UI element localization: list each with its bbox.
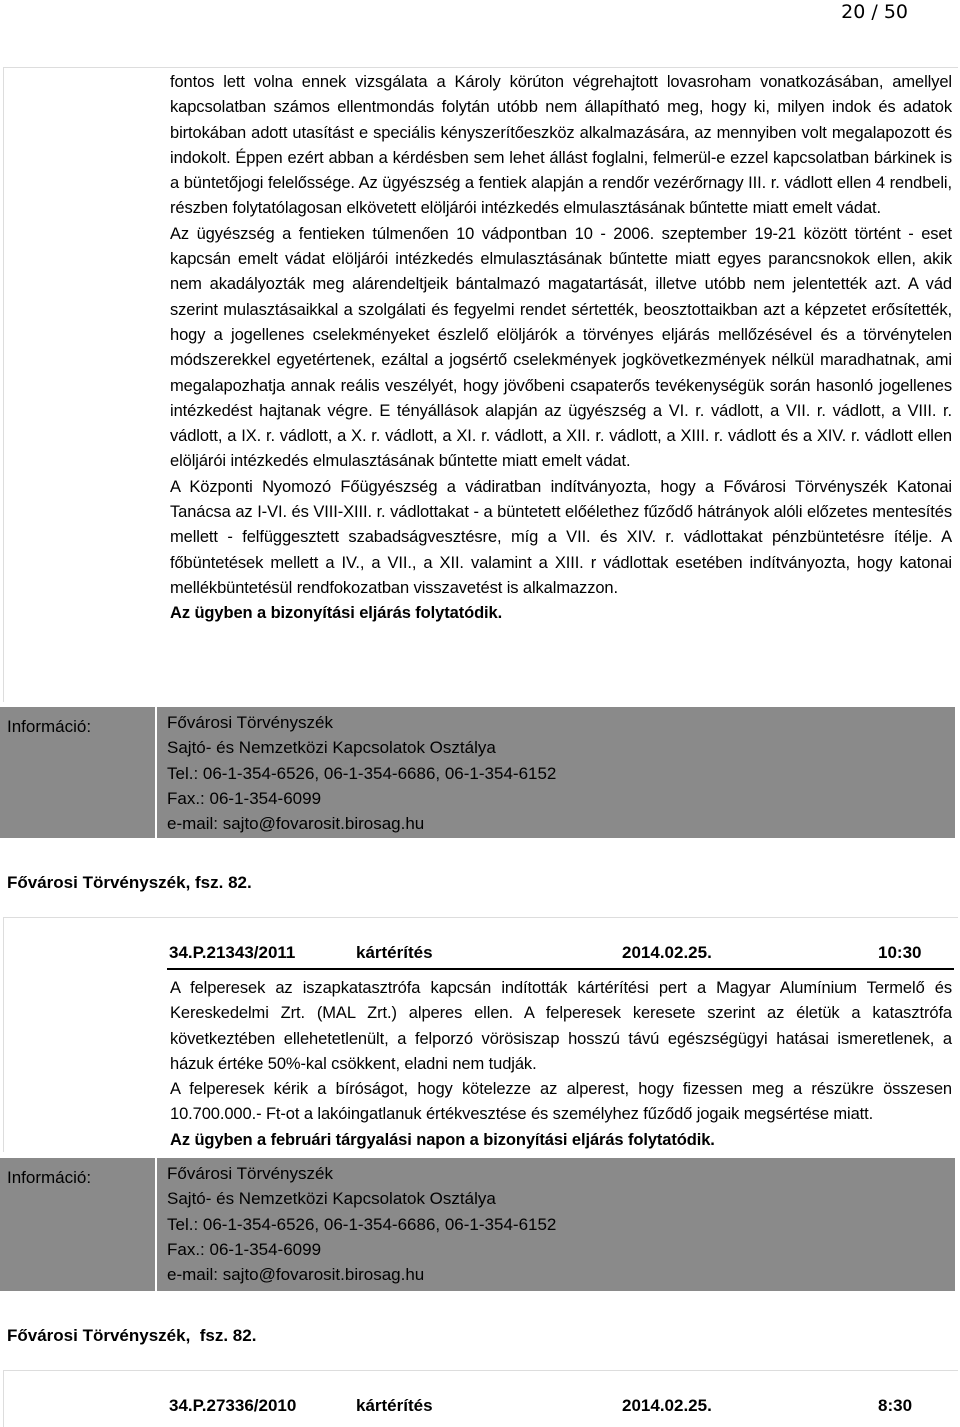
section3-top-border [3, 1370, 958, 1371]
info-body [157, 707, 955, 838]
info-department: Sajtó- és Nemzetközi Kapcsolatok Osztálya [167, 738, 496, 758]
block2-conclusion: Az ügyben a februári tárgyalási napon a bizonyítási eljárás folytatódik. [170, 1130, 715, 1149]
block1 [3, 70, 958, 702]
section3-left-border [3, 1370, 4, 1427]
info-phone: Tel.: 06-1-354-6526, 06-1-354-6686, 06-1-354-6152 [167, 1214, 557, 1234]
info-court-name: Fővárosi Törvényszék [167, 1164, 333, 1183]
section-title: Fővárosi Törvényszék, fsz. 82. [7, 1326, 257, 1345]
info-row-1 [0, 707, 955, 838]
block2-text [160, 976, 958, 1153]
info-court-name: Fővárosi Törvényszék [167, 713, 333, 732]
block1-conclusion: Az ügyben a bizonyítási eljárás folytatódik. [170, 604, 503, 623]
info-email[interactable]: e-mail: sajto@fovarosit.birosag.hu [167, 814, 425, 834]
block1-paragraph-2: Az ügyészség a fentieken túlmenően 10 vádpontban 10 - 2006. szeptember 19-21 között történt - eset kapcsán emelt vádat elöljárói intézkedés elmulasztásának bűntette miatt egyes parancsnokok ellen, akik nem akadályozták meg alárendeltjeik bántalmazó magatartását, illetve utóbb nem jelentették azt. A vád szerint mulasztásaikkal a szolgálati és fegyelmi rendet sértették, beosztottaikban azt a képzetet erősítették, hogy a jogellenes cselekményeket észlelő elöljárók a törvényes eljárás mellőzésével és a törvénytelen módszerekkel egyetértenek, ezáltal a jogsértő cselekmények jogkövetkezmények nélkül maradhatnak, ami megalapozhatja annak reális veszélyét, hogy jövőbeni csapaterős tevékenységük során hasonló jogellenes intézkedést hajtanak végre. E tényállások alapján az ügyészség a VI. r. vádlott, a VII. r. vádlott, a VIII. r. vádlott, a IX. r. vádlott, a X. r. vádlott, a XI. r. vádlott, a XII. r. vádlott, a XIII. r. vádlott és a XIV. r. vádlott ellen elöljárói intézkedés elmulasztásának bűntette miatt emelt vádat. [170, 224, 952, 471]
info-fax: Fax.: 06-1-354-6099 [167, 1239, 322, 1259]
case-time: 8:30 [878, 1396, 913, 1415]
case-header [167, 940, 954, 970]
block2-paragraph-1: A felperesek az iszapkatasztrófa kapcsán indították kártérítési pert a Magyar Alumínium Termelő és Kereskedelmi Zrt. (MAL Zrt.) alperes ellen. A felperesek keresete szerint az életük a katasztrófa következtében ellehetetlenült, a felporzó vörösiszap hosszú távú egészségügyi hatásai ismeretlenek, a házuk értéke 50%-kal csökkent, eladni nem tudják. [170, 979, 952, 1073]
section2-top-border [3, 917, 958, 918]
info-label: Információ: [0, 1158, 155, 1291]
info-label: Információ: [0, 707, 155, 838]
block1-top-border [3, 67, 958, 68]
case-date: 2014.02.25. [622, 1396, 712, 1415]
case-time: 10:30 [878, 943, 922, 962]
case-number: 34.P.27336/2010 [169, 1396, 297, 1415]
section-title: Fővárosi Törvényszék, fsz. 82. [7, 873, 252, 892]
case-date: 2014.02.25. [622, 943, 712, 962]
case-type: kártérítés [356, 943, 433, 962]
case-header [167, 1393, 954, 1423]
block2 [3, 976, 958, 1152]
info-department: Sajtó- és Nemzetközi Kapcsolatok Osztálya [167, 1189, 496, 1209]
info-fax: Fax.: 06-1-354-6099 [167, 788, 322, 808]
info-email[interactable]: e-mail: sajto@fovarosit.birosag.hu [167, 1265, 425, 1285]
block2-paragraph-2: A felperesek kérik a bíróságot, hogy kötelezze az alperest, hogy fizessen meg a részükre összesen 10.700.000.- Ft-ot a lakóingatlanuk értékvesztése és személyhez fűződő jogaik megsértése miatt. [170, 1080, 952, 1124]
block1-paragraph-3: A Központi Nyomozó Főügyészség a vádiratban indítványozta, hogy a Fővárosi Törvényszék Katonai Tanácsa az I-VI. és VIII-XIII. r. vádlottakat - a büntetett előélethez fűződő hátrányok alóli előzetes mentesítés mellett - felfüggesztett szabadságvesztésre, míg a VII. és XIV. r. vádlottakat pénzbüntetésre ítélje. A főbüntetések mellett a IV., a VII., a XII. valamint a XIII. r vádlottak esetében indítványozta, hogy katonai mellékbüntetésül rendfokozatban visszavetést is alkalmazzon. [170, 477, 952, 597]
info-body [157, 1158, 955, 1291]
info-row-2 [0, 1158, 955, 1291]
info-phone: Tel.: 06-1-354-6526, 06-1-354-6686, 06-1-354-6152 [167, 763, 557, 783]
case-number: 34.P.21343/2011 [169, 943, 296, 962]
case-type: kártérítés [356, 1396, 433, 1415]
block1-paragraph-1: fontos lett volna ennek vizsgálata a Károly körúton végrehajtott lovasroham vonatkozásában, amellyel kapcsolatban számos ellentmondás folytán utóbb nem állapítható meg, hogy ki, milyen indok és adatok birtokában adott utasítást e speciális kényszerítőeszköz alkalmazására, az mennyiben volt megalapozott és indokolt. Éppen ezért abban a kérdésben sem lehet állást foglalni, felmerül-e ezzel kapcsolatban bárkinek is a büntetőjogi felelőssége. Az ügyészség a fentiek alapján a rendőr vezérőrnagy III. r. vádlott ellen 4 rendbeli, részben folytatólagosan elkövetett elöljárói intézkedés elmulasztásának bűntette miatt emelt vádat. [170, 73, 952, 218]
page-number: 20 / 50 [841, 1, 908, 23]
block1-text [160, 70, 958, 627]
